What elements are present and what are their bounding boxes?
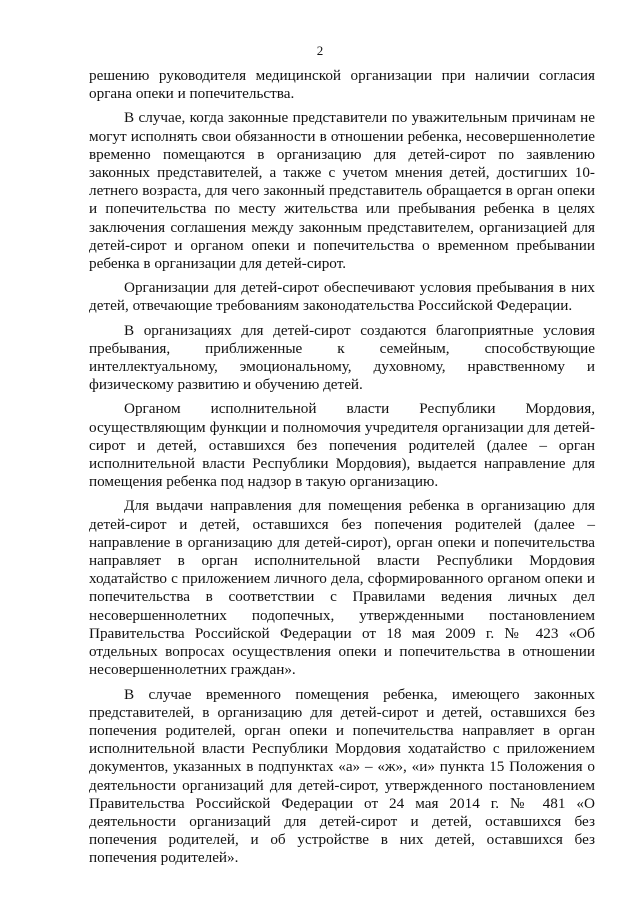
page-number: 2 bbox=[316, 43, 324, 58]
paragraph: В случае временного помещения ребенка, имеющего законных представителей, в организацию для детей-сирот и детей, оставшихся без попечения родителей, орган опеки и попечительства направляет в орган исполнительной власти Республики Мордовия ходатайство с приложением документов, указанных в подпунктах «а» – «ж», «и» пункта 15 Положения о деятельности организаций для детей-сирот, утвержденного постановлением Правительства Российской Федерации от 24 мая 2014 г. № 481 «О деятельности организаций для детей-сирот и детей, оставшихся без попечения родителей, и об устройстве в них детей, оставшихся без попечения родителей». bbox=[89, 685, 595, 867]
paragraph: Организации для детей-сирот обеспечивают условия пребывания в них детей, отвечающие требованиям законодательства Российской Федерации. bbox=[89, 279, 595, 315]
paragraph: Органом исполнительной власти Республики Мордовия, осуществляющим функции и полномочия учредителя организации для детей-сирот и детей, оставшихся без попечения родителей (далее – орган исполнительной власти Республики Мордовия), выдается направление для помещения ребенка под надзор в такую организацию. bbox=[89, 400, 595, 491]
paragraph: Для выдачи направления для помещения ребенка в организацию для детей-сирот и детей, оставшихся без попечения родителей (далее – направление в организацию для детей-сирот), орган опеки и попечительства направляет в орган исполнительной власти Республики Мордовия ходатайство с приложением личного дела, сформированного органом опеки и попечительства в соответствии с Правилами ведения личных дел несовершеннолетних подопечных, утвержденными постановлением Правительства Российской Федерации от 18 мая 2009 г. № 423 «Об отдельных вопросах осуществления опеки и попечительства в отношении несовершеннолетних граждан». bbox=[89, 497, 595, 679]
document-body bbox=[89, 67, 595, 874]
paragraph: В случае, когда законные представители по уважительным причинам не могут исполнять свои обязанности в отношении ребенка, несовершеннолетие временно помещаются в организацию для детей-сирот по заявлению законных представителей, а также с учетом мнения детей, достигших 10-летнего возраста, для чего законный представитель обращается в орган опеки и попечительства по месту жительства или пребывания ребенка в целях заключения соглашения между законным представителем, организацией для детей-сирот и органом опеки и попечительства о временном пребывании ребенка в организации для детей-сирот. bbox=[89, 109, 595, 273]
paragraph: В организациях для детей-сирот создаются благоприятные условия пребывания, приближенные к семейным, способствующие интеллектуальному, эмоциональному, духовному, нравственному и физическому развитию и обучению детей. bbox=[89, 321, 595, 394]
paragraph: решению руководителя медицинской организации при наличии согласия органа опеки и попечительства. bbox=[89, 67, 595, 103]
